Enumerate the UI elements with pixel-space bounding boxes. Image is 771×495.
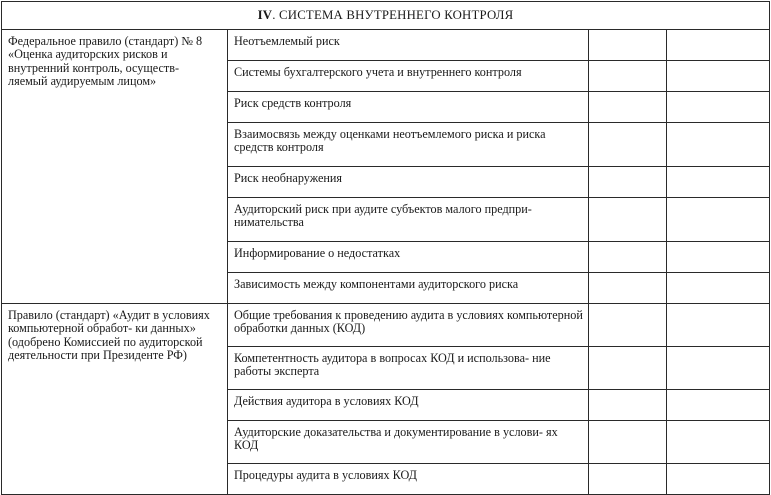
topic-cell: Зависимость между компонентами аудиторского риска	[228, 273, 589, 304]
standard-cell: Федеральное правило (стандарт) № 8 «Оценка аудиторских рисков и внутренний контроль, осуществ- ляемый аудируемым лицом»	[2, 30, 228, 304]
topic-cell: Аудиторский риск при аудите субъектов малого предпри- нимательства	[228, 198, 589, 242]
empty-cell	[589, 92, 667, 123]
topic-cell: Взаимосвязь между оценками неотъемлемого риска и риска средств контроля	[228, 123, 589, 167]
empty-cell	[589, 390, 667, 421]
empty-cell	[667, 167, 770, 198]
empty-cell	[667, 421, 770, 464]
empty-cell	[667, 390, 770, 421]
empty-cell	[667, 347, 770, 390]
standard-cell: Правило (стандарт) «Аудит в условиях компьютерной обработ- ки данных» (одобрено Комиссией по аудиторской деятельности при Президенте РФ)	[2, 304, 228, 495]
topic-cell: Системы бухгалтерского учета и внутреннего контроля	[228, 61, 589, 92]
empty-cell	[589, 421, 667, 464]
empty-cell	[589, 30, 667, 61]
topic-cell: Неотъемлемый риск	[228, 30, 589, 61]
topic-cell: Риск необнаружения	[228, 167, 589, 198]
topic-cell: Информирование о недостатках	[228, 242, 589, 273]
empty-cell	[667, 30, 770, 61]
empty-cell	[667, 304, 770, 347]
topic-cell: Действия аудитора в условиях КОД	[228, 390, 589, 421]
internal-control-table	[1, 1, 770, 495]
empty-cell	[589, 347, 667, 390]
empty-cell	[589, 123, 667, 167]
empty-cell	[667, 92, 770, 123]
empty-cell	[667, 273, 770, 304]
section-title-text: . СИСТЕМА ВНУТРЕННЕГО КОНТРОЛЯ	[272, 7, 514, 22]
empty-cell	[589, 167, 667, 198]
topic-cell: Аудиторские доказательства и документирование в услови- ях КОД	[228, 421, 589, 464]
empty-cell	[589, 464, 667, 495]
empty-cell	[589, 198, 667, 242]
topic-cell: Процедуры аудита в условиях КОД	[228, 464, 589, 495]
empty-cell	[589, 304, 667, 347]
empty-cell	[667, 242, 770, 273]
empty-cell	[589, 242, 667, 273]
section-roman-numeral: IV	[257, 7, 273, 22]
topic-cell: Риск средств контроля	[228, 92, 589, 123]
empty-cell	[589, 61, 667, 92]
empty-cell	[667, 464, 770, 495]
empty-cell	[667, 198, 770, 242]
empty-cell	[667, 61, 770, 92]
section-title	[2, 2, 770, 30]
empty-cell	[667, 123, 770, 167]
topic-cell: Общие требования к проведению аудита в условиях компьютерной обработки данных (КОД)	[228, 304, 589, 347]
topic-cell: Компетентность аудитора в вопросах КОД и использова- ние работы эксперта	[228, 347, 589, 390]
empty-cell	[589, 273, 667, 304]
